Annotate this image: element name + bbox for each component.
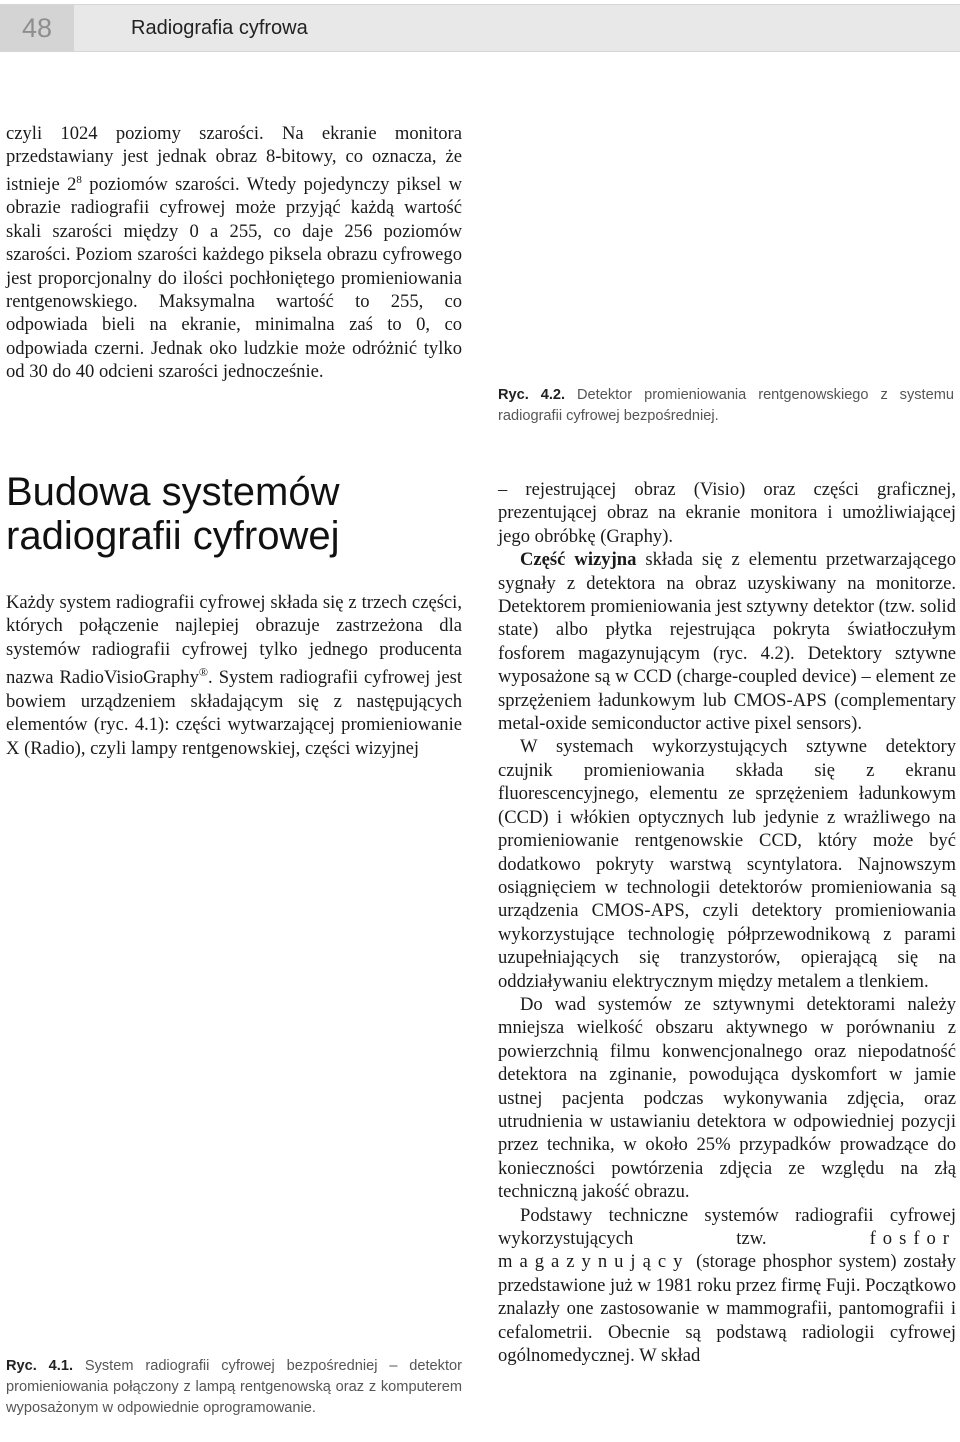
left-body-paragraph	[6, 591, 462, 760]
right-paragraph-2	[498, 548, 956, 735]
section-heading	[6, 470, 462, 558]
section-heading-line2: radiografii cyfrowej	[6, 514, 340, 558]
intro-superscript: 8	[76, 173, 82, 186]
registered-mark: ®	[198, 665, 209, 680]
intro-paragraph	[6, 122, 462, 384]
right-paragraph-3: W systemach wykorzystujących sztywne detektory czujnik promieniowania składa się z ekranu fluorescencyjnego, elementu ze sprzężeniem ładunkowym (CCD) i włókien optycznych lub jedynie z wrażliwego na promieniowanie rentgenowskie CCD, który może być dodatkowo pokryty warstwą scyntylatora. Najnowszym osiągnięciem w technologii detektorów promieniowania są urządzenia CMOS-APS, czyli detektory promieniowania wykorzystujące technologię półprzewodnikową z parami uzupełniających się tranzystorów, opierającą się na oddziaływaniu elektrycznym między metalem a tlenkiem.	[498, 736, 956, 992]
section-heading-line1: Budowa systemów	[6, 470, 340, 514]
figure-4-2-caption	[498, 385, 954, 427]
page-number: 48	[0, 5, 74, 51]
right-body-column	[498, 478, 956, 1367]
left-body-text: Każdy system radiografii cyfrowej składa się z trzech części, których połączenie najlepiej obrazuje zastrzeżona dla systemów radiografii cyfrowej tylko jednego producenta nazwa RadioVisioGraphy	[6, 592, 462, 689]
running-title: Radiografia cyfrowa	[131, 17, 308, 39]
figure-4-1-text: System radiografii cyfrowej bezpośredniej – detektor promieniowania połączony z lampą rentgenowską oraz z komputerem wyposażonym w odpowiednie oprogramowanie.	[6, 1358, 462, 1416]
right-paragraph-2-text: składa się z elementu przetwarzającego sygnały z detektora na obraz uzyskiwany na monitorze. Detektorem promieniowania jest sztywny detektor (tzw. solid state) albo płytka rejestrująca pokryta światłoczułym fosforem magazynującym (ryc. 4.2). Detektory sztywne wyposażone są w CCD (charge-coupled device) – element ze sprzężeniem ładunkowym lub CMOS-APS (complementary metal-oxide semiconductor active pixel sensors).	[498, 549, 957, 735]
intro-text-rest: poziomów szarości. Wtedy pojedynczy piksel w obrazie radiografii cyfrowej może przyjąć każdą wartość skali szarości między 0 a 255, co daje 256 poziomów szarości. Poziom szarości każdego piksela obrazu cyfrowego jest proporcjonalny do ilości pochłoniętego promieniowania rentgenowskiego. Maksymalna wartość to 255, co odpowiada bieli na ekranie, minimalna zaś to 0, co odpowiada czerni. Jednak oko ludzkie może odróżnić tylko od 30 do 40 odcieni szarości jednocześnie.	[6, 174, 462, 383]
right-paragraph-1: – rejestrującej obraz (Visio) oraz części graficznej, prezentującej obraz na ekranie monitora i umożliwiającej jego obróbkę (Graphy).	[498, 479, 956, 547]
storage-phosphor-term: fosfor magazynujący	[498, 1228, 956, 1273]
intro-column	[6, 122, 462, 384]
right-paragraph-4: Do wad systemów ze sztywnymi detektorami należy mniejsza wielkość obszaru aktywnego w porównaniu z powierzchnią filmu konwencjonalnego oraz niepodatność detektora na zginanie, powodująca dyskomfort w jamie ustnej pacjenta podczas wykonywania zdjęcia, oraz utrudnienia w ustawianiu detektora w odpowiedniej pozycji przez technika, w około 25% przypadków prowadzące do konieczności powtórzenia zdjęcia ze względu na złą techniczną jakość obrazu.	[498, 993, 956, 1203]
page-header	[0, 4, 960, 52]
right-paragraph-5-rest: (storage phosphor system) zostały przedstawione już w 1981 roku przez firmę Fuji. Początkowo znalazły one zastosowanie w mammografii, pantomografii i cefalometrii. Obecnie są podstawą radiologii cyfrowej ogólnomedycznej. W skład	[498, 1251, 956, 1367]
figure-4-1-caption	[6, 1356, 462, 1419]
right-paragraph-5	[498, 1204, 956, 1368]
left-body-text-rest: . System radiografii cyfrowej jest bowiem urządzeniem składającym się z następujących elementów (ryc. 4.1): części wytwarzającej promieniowanie X (Radio), czyli lampy rentgenowskiej, części wizyjnej	[6, 667, 462, 759]
right-paragraph-5-start: Podstawy techniczne systemów radiografii cyfrowej wykorzystujących tzw.	[498, 1204, 956, 1249]
figure-4-2-text: Detektor promieniowania rentgenowskiego z systemu radiografii cyfrowej bezpośredniej.	[498, 387, 954, 424]
figure-4-1-label: Ryc. 4.1.	[6, 1358, 74, 1374]
left-body-column	[6, 591, 462, 760]
intro-text: czyli 1024 poziomy szarości. Na ekranie monitora przedstawiany jest jednak obraz 8-bitowy, co oznacza, że istnieje 2	[6, 123, 462, 195]
part-visual-term: Część wizyjna	[520, 549, 637, 571]
figure-4-2-label: Ryc. 4.2.	[498, 387, 566, 403]
